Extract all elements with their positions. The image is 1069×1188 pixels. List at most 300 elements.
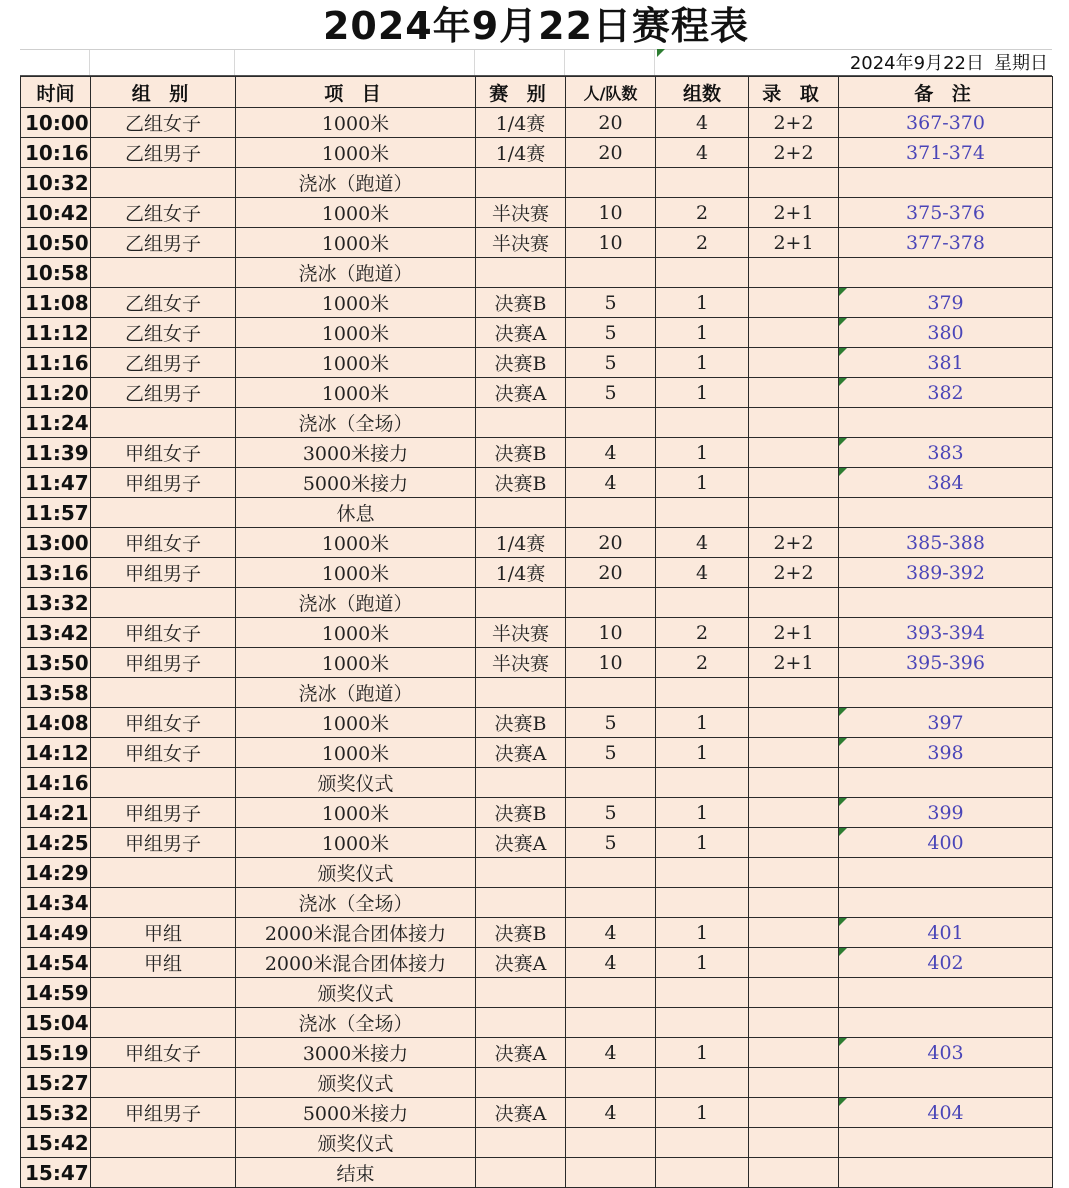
cell-empty [749,1068,839,1098]
cell-empty [476,1158,566,1188]
cell-group [91,168,236,198]
cell-note [839,288,1053,318]
cell-qualify [749,1098,839,1128]
cell-activity: 休息 [236,498,476,528]
cell-empty [656,258,749,288]
table-row [21,378,1053,408]
cell-event: 1000米 [236,138,476,168]
cell-note [839,828,1053,858]
cell-heats: 1 [656,1098,749,1128]
note-value: 385-388 [906,531,985,554]
cell-round: 决赛A [476,828,566,858]
note-value: 401 [927,921,964,944]
cell-empty [749,1128,839,1158]
cell-round: 决赛B [476,798,566,828]
table-row-break [21,498,1053,528]
cell-empty [476,678,566,708]
cell-qualify [749,438,839,468]
cell-time: 11:47 [21,468,91,498]
cell-group: 甲组男子 [91,798,236,828]
cell-empty [749,1008,839,1038]
cell-empty [839,858,1053,888]
cell-empty [476,888,566,918]
table-row [21,318,1053,348]
cell-round: 1/4赛 [476,108,566,138]
cell-empty [566,888,656,918]
cell-event: 1000米 [236,708,476,738]
table-row-break [21,678,1053,708]
cell-group: 甲组男子 [91,828,236,858]
spreadsheet [20,0,1052,1185]
cell-heats: 1 [656,798,749,828]
cell-count: 5 [566,708,656,738]
cell-time: 11:39 [21,438,91,468]
comment-marker-icon [839,798,847,806]
header-count: 人/队数 [566,77,656,108]
table-row [21,528,1053,558]
cell-group [91,1068,236,1098]
cell-empty [476,1068,566,1098]
cell-empty [476,408,566,438]
cell-time: 14:49 [21,918,91,948]
cell-note [839,348,1053,378]
cell-time: 14:29 [21,858,91,888]
cell-qualify [749,468,839,498]
cell-heats: 1 [656,288,749,318]
cell-empty [839,1158,1053,1188]
cell-time: 13:00 [21,528,91,558]
cell-empty [566,1128,656,1158]
cell-empty [839,978,1053,1008]
cell-event: 1000米 [236,828,476,858]
cell-group: 甲组 [91,918,236,948]
note-value: 397 [927,711,964,734]
cell-empty [566,1158,656,1188]
cell-count: 10 [566,198,656,228]
cell-time: 10:58 [21,258,91,288]
cell-empty [476,978,566,1008]
cell-count: 5 [566,828,656,858]
table-row [21,558,1053,588]
cell-time: 10:16 [21,138,91,168]
cell-empty [566,258,656,288]
table-row-break [21,1008,1053,1038]
comment-marker-icon [839,918,847,926]
cell-empty [839,768,1053,798]
table-row [21,828,1053,858]
cell-time: 11:08 [21,288,91,318]
cell-note [839,468,1053,498]
cell-count: 5 [566,348,656,378]
table-row-break [21,1068,1053,1098]
date-label: 2024年9月22日 [849,53,984,74]
cell-note [839,1098,1053,1128]
cell-count: 4 [566,1098,656,1128]
comment-marker-icon [839,468,847,476]
cell-note [839,558,1053,588]
cell-event: 5000米接力 [236,1098,476,1128]
cell-time: 14:12 [21,738,91,768]
cell-time: 11:57 [21,498,91,528]
cell-round: 决赛A [476,318,566,348]
comment-marker-icon [839,348,847,356]
cell-time: 10:50 [21,228,91,258]
cell-event: 1000米 [236,528,476,558]
table-row-break [21,588,1053,618]
cell-group [91,678,236,708]
cell-time: 14:21 [21,798,91,828]
table-row [21,138,1053,168]
cell-event: 2000米混合团体接力 [236,918,476,948]
cell-empty [656,678,749,708]
table-row [21,708,1053,738]
cell-time: 11:20 [21,378,91,408]
table-row-break [21,258,1053,288]
note-value: 379 [927,291,964,314]
cell-qualify [749,918,839,948]
cell-note [839,198,1053,228]
table-row-break [21,1158,1053,1188]
header-qualify: 录 取 [749,77,839,108]
cell-round: 1/4赛 [476,138,566,168]
comment-marker-icon [839,828,847,836]
cell-count: 20 [566,558,656,588]
table-row-break [21,858,1053,888]
cell-round: 半决赛 [476,618,566,648]
cell-qualify [749,798,839,828]
note-value: 400 [927,831,964,854]
table-row [21,1098,1053,1128]
cell-group: 乙组女子 [91,198,236,228]
cell-round: 决赛A [476,378,566,408]
cell-event: 1000米 [236,738,476,768]
cell-qualify: 2+2 [749,558,839,588]
cell-note [839,918,1053,948]
cell-round: 决赛A [476,1098,566,1128]
note-value: 383 [927,441,964,464]
cell-heats: 2 [656,198,749,228]
cell-heats: 1 [656,948,749,978]
cell-qualify: 2+1 [749,198,839,228]
cell-empty [749,978,839,1008]
note-value: 367-370 [906,111,985,134]
cell-empty [749,408,839,438]
cell-note [839,228,1053,258]
cell-empty [656,1158,749,1188]
table-row [21,738,1053,768]
comment-marker-icon [839,708,847,716]
cell-round: 决赛B [476,918,566,948]
cell-group: 甲组女子 [91,528,236,558]
cell-round: 决赛B [476,348,566,378]
table-row-break [21,168,1053,198]
cell-empty [656,1008,749,1038]
cell-activity: 浇冰（跑道） [236,678,476,708]
cell-time: 14:54 [21,948,91,978]
cell-heats: 2 [656,648,749,678]
header-time: 时间 [21,77,91,108]
cell-round: 决赛A [476,738,566,768]
cell-time: 14:25 [21,828,91,858]
cell-heats: 1 [656,318,749,348]
comment-marker-icon [839,1038,847,1046]
cell-empty [749,168,839,198]
note-value: 402 [927,951,964,974]
table-row [21,438,1053,468]
cell-count: 5 [566,738,656,768]
cell-empty [656,168,749,198]
cell-empty [839,678,1053,708]
cell-heats: 1 [656,438,749,468]
cell-empty [656,1068,749,1098]
cell-activity: 浇冰（跑道） [236,168,476,198]
cell-heats: 1 [656,918,749,948]
cell-group [91,978,236,1008]
cell-qualify [749,378,839,408]
cell-count: 4 [566,468,656,498]
cell-round: 半决赛 [476,228,566,258]
cell-qualify [749,708,839,738]
cell-note [839,318,1053,348]
cell-activity: 颁奖仪式 [236,768,476,798]
cell-round: 决赛B [476,468,566,498]
cell-heats: 2 [656,228,749,258]
cell-event: 1000米 [236,318,476,348]
cell-event: 1000米 [236,198,476,228]
cell-count: 4 [566,438,656,468]
cell-round: 决赛B [476,708,566,738]
cell-event: 1000米 [236,108,476,138]
cell-event: 2000米混合团体接力 [236,948,476,978]
cell-event: 1000米 [236,558,476,588]
cell-empty [839,888,1053,918]
cell-group [91,1008,236,1038]
cell-empty [749,258,839,288]
table-row [21,348,1053,378]
header-event: 项 目 [236,77,476,108]
cell-event: 1000米 [236,618,476,648]
cell-time: 15:42 [21,1128,91,1158]
cell-empty [656,498,749,528]
cell-count: 10 [566,648,656,678]
table-row [21,108,1053,138]
cell-empty [566,768,656,798]
cell-round: 1/4赛 [476,528,566,558]
cell-empty [749,888,839,918]
note-value: 382 [927,381,964,404]
note-value: 398 [927,741,964,764]
cell-qualify: 2+1 [749,618,839,648]
cell-time: 14:59 [21,978,91,1008]
note-value: 384 [927,471,964,494]
cell-empty [476,1128,566,1158]
cell-heats: 2 [656,618,749,648]
table-row [21,288,1053,318]
cell-round: 半决赛 [476,198,566,228]
cell-empty [476,858,566,888]
cell-group: 乙组女子 [91,318,236,348]
cell-time: 13:50 [21,648,91,678]
cell-empty [839,1068,1053,1098]
cell-count: 4 [566,948,656,978]
cell-time: 10:32 [21,168,91,198]
cell-note [839,618,1053,648]
cell-qualify [749,1038,839,1068]
cell-time: 13:32 [21,588,91,618]
cell-count: 20 [566,108,656,138]
cell-heats: 4 [656,528,749,558]
cell-time: 15:27 [21,1068,91,1098]
cell-count: 5 [566,378,656,408]
cell-empty [839,258,1053,288]
cell-activity: 结束 [236,1158,476,1188]
cell-group: 甲组女子 [91,1038,236,1068]
cell-note [839,138,1053,168]
cell-group: 甲组男子 [91,468,236,498]
cell-time: 11:24 [21,408,91,438]
cell-group [91,588,236,618]
cell-round: 决赛B [476,288,566,318]
cell-group: 甲组女子 [91,738,236,768]
cell-empty [566,1068,656,1098]
cell-empty [656,768,749,798]
cell-qualify [749,738,839,768]
cell-qualify [749,828,839,858]
cell-qualify: 2+1 [749,648,839,678]
note-value: 380 [927,321,964,344]
header-row [21,77,1053,108]
cell-event: 1000米 [236,798,476,828]
cell-empty [749,678,839,708]
cell-qualify: 2+1 [749,228,839,258]
cell-heats: 1 [656,1038,749,1068]
cell-group [91,408,236,438]
cell-group: 乙组男子 [91,378,236,408]
cell-count: 5 [566,798,656,828]
cell-empty [476,258,566,288]
cell-heats: 4 [656,138,749,168]
cell-group [91,888,236,918]
header-round: 赛 别 [476,77,566,108]
cell-activity: 颁奖仪式 [236,858,476,888]
cell-heats: 1 [656,708,749,738]
cell-count: 4 [566,918,656,948]
cell-empty [566,498,656,528]
cell-group: 乙组男子 [91,138,236,168]
cell-activity: 浇冰（全场） [236,888,476,918]
cell-event: 1000米 [236,378,476,408]
cell-time: 15:47 [21,1158,91,1188]
cell-activity: 浇冰（全场） [236,408,476,438]
cell-activity: 颁奖仪式 [236,1068,476,1098]
cell-time: 14:08 [21,708,91,738]
cell-empty [839,1008,1053,1038]
cell-empty [749,858,839,888]
cell-empty [656,978,749,1008]
comment-marker-icon [839,438,847,446]
cell-empty [476,1008,566,1038]
cell-qualify: 2+2 [749,108,839,138]
cell-group [91,1158,236,1188]
cell-heats: 1 [656,348,749,378]
cell-event: 3000米接力 [236,438,476,468]
cell-time: 15:19 [21,1038,91,1068]
cell-group [91,768,236,798]
cell-group: 甲组男子 [91,558,236,588]
cell-empty [566,168,656,198]
note-value: 381 [927,351,964,374]
cell-heats: 4 [656,558,749,588]
cell-group: 甲组女子 [91,618,236,648]
cell-count: 4 [566,1038,656,1068]
cell-empty [656,858,749,888]
cell-empty [839,588,1053,618]
cell-note [839,378,1053,408]
cell-empty [749,1158,839,1188]
cell-qualify [749,318,839,348]
cell-time: 14:34 [21,888,91,918]
cell-activity: 颁奖仪式 [236,1128,476,1158]
cell-time: 10:42 [21,198,91,228]
cell-time: 13:58 [21,678,91,708]
comment-marker-icon [657,49,665,57]
table-row [21,1038,1053,1068]
table-row [21,618,1053,648]
cell-heats: 1 [656,828,749,858]
cell-empty [749,768,839,798]
cell-time: 13:42 [21,618,91,648]
cell-empty [566,858,656,888]
cell-group: 甲组 [91,948,236,978]
cell-time: 11:12 [21,318,91,348]
note-value: 403 [927,1041,964,1064]
header-note: 备 注 [839,77,1053,108]
table-row-break [21,888,1053,918]
table-row-break [21,768,1053,798]
cell-time: 15:04 [21,1008,91,1038]
cell-note [839,948,1053,978]
cell-empty [566,408,656,438]
cell-empty [839,408,1053,438]
note-value: 395-396 [906,651,985,674]
cell-time: 13:16 [21,558,91,588]
cell-activity: 浇冰（跑道） [236,258,476,288]
cell-qualify [749,348,839,378]
header-heats: 组数 [656,77,749,108]
cell-empty [566,678,656,708]
cell-heats: 4 [656,108,749,138]
cell-qualify [749,288,839,318]
table-row [21,948,1053,978]
cell-note [839,528,1053,558]
cell-time: 10:00 [21,108,91,138]
cell-event: 1000米 [236,648,476,678]
cell-note [839,438,1053,468]
cell-event: 1000米 [236,348,476,378]
cell-empty [476,498,566,528]
cell-group [91,1128,236,1158]
cell-empty [656,888,749,918]
cell-group: 乙组男子 [91,348,236,378]
cell-event: 3000米接力 [236,1038,476,1068]
cell-activity: 颁奖仪式 [236,978,476,1008]
page-title: 2024年9月22日赛程表 [322,3,750,48]
cell-heats: 1 [656,738,749,768]
table-row-break [21,408,1053,438]
cell-round: 决赛A [476,1038,566,1068]
cell-empty [839,1128,1053,1158]
cell-empty [566,588,656,618]
